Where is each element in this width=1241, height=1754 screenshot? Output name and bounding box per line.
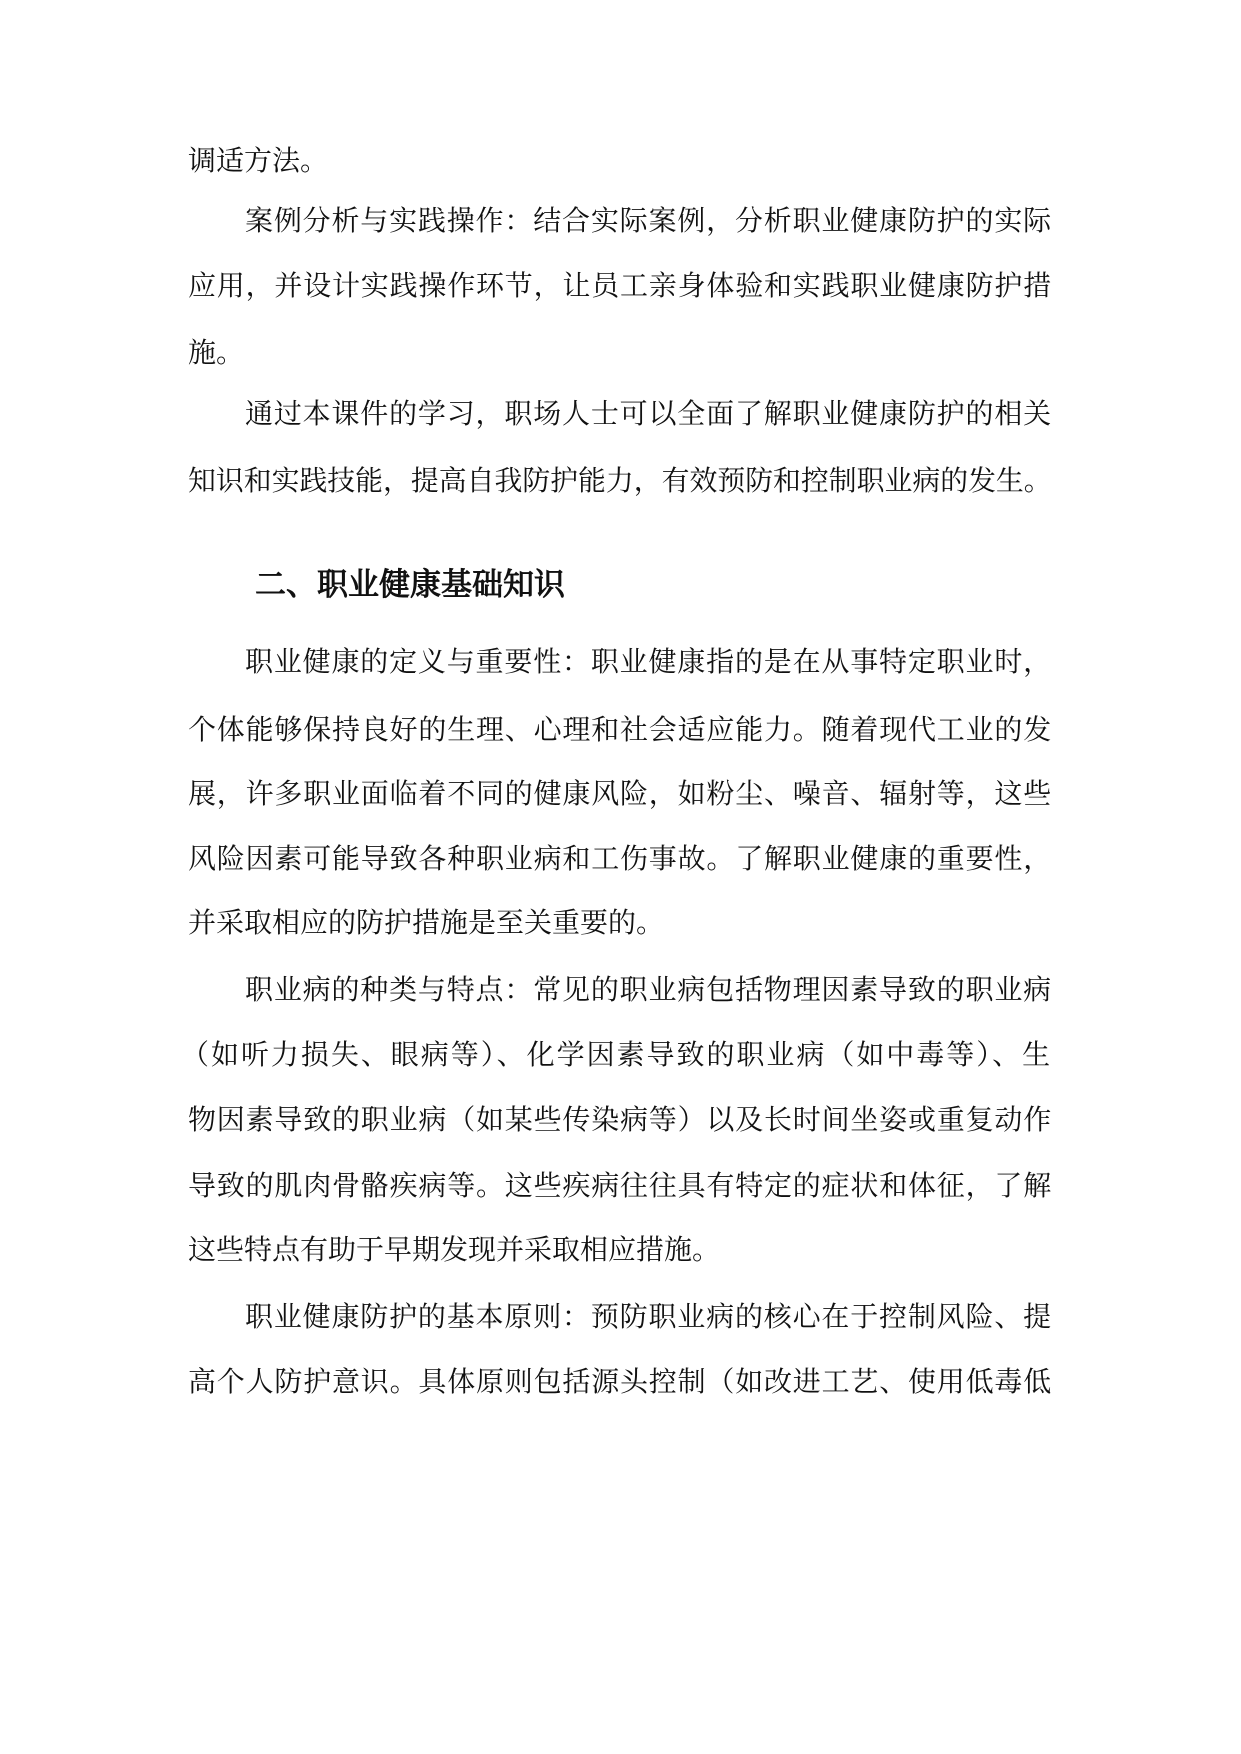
line-text: 高个人防护意识。具体原则包括源头控制（如改进工艺、使用低毒低 (188, 1365, 1053, 1398)
line-text: （如听力损失、眼病等）、化学因素导致的职业病（如中毒等）、生 (181, 1038, 1053, 1071)
line-text: 导致的肌肉骨骼疾病等。这些疾病往往具有特定的症状和体征，了解 (188, 1169, 1053, 1202)
line-text: 知识和实践技能，提高自我防护能力，有效预防和控制职业病的发生。 (188, 464, 1052, 497)
line-text: 通过本课件的学习，职场人士可以全面了解职业健康防护的相关 (245, 397, 1052, 430)
heading-text: 二、职业健康基础知识 (255, 567, 565, 603)
line-text: 展，许多职业面临着不同的健康风险，如粉尘、噪音、辐射等，这些 (188, 777, 1053, 810)
line-text: 调适方法。 (188, 144, 329, 177)
line-text: 物因素导致的职业病（如某些传染病等）以及长时间坐姿或重复动作 (188, 1103, 1053, 1136)
line-text: 施。 (188, 336, 245, 369)
line-text: 职业健康防护的基本原则：预防职业病的核心在于控制风险、提 (245, 1300, 1052, 1333)
line-text: 这些特点有助于早期发现并采取相应措施。 (188, 1233, 721, 1266)
line-text: 职业病的种类与特点：常见的职业病包括物理因素导致的职业病 (245, 973, 1052, 1006)
line-text: 并采取相应的防护措施是至关重要的。 (188, 906, 665, 939)
line-text: 个体能够保持良好的生理、心理和社会适应能力。随着现代工业的发 (188, 713, 1053, 746)
line-text: 职业健康的定义与重要性：职业健康指的是在从事特定职业时， (245, 645, 1052, 678)
line-text: 风险因素可能导致各种职业病和工伤事故。了解职业健康的重要性， (188, 842, 1053, 875)
line-text: 案例分析与实践操作：结合实际案例，分析职业健康防护的实际 (245, 204, 1052, 237)
line-text: 应用，并设计实践操作环节，让员工亲身体验和实践职业健康防护措 (188, 269, 1053, 302)
